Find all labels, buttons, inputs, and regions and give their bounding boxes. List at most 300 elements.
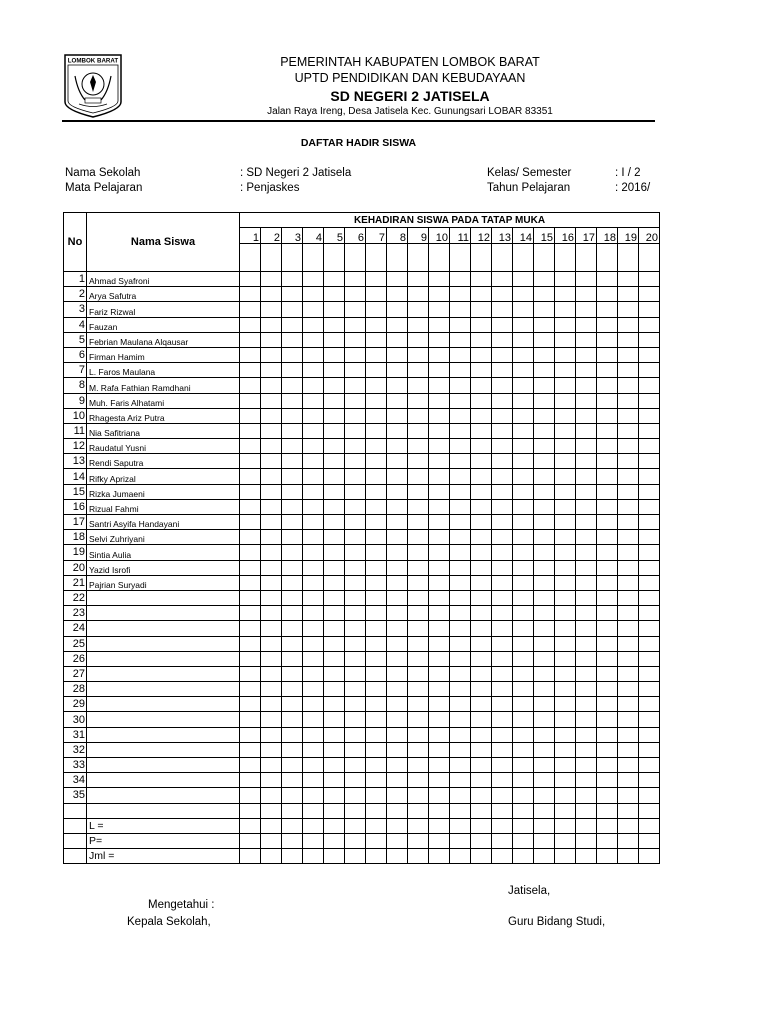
attendance-cell: [639, 560, 660, 575]
attendance-cell: [639, 575, 660, 590]
attendance-cell: [534, 682, 555, 697]
student-name: [87, 636, 240, 651]
attendance-cell: [387, 682, 408, 697]
attendance-cell: [303, 849, 324, 864]
attendance-cell: [513, 712, 534, 727]
attendance-cell: [555, 575, 576, 590]
attendance-cell: [450, 317, 471, 332]
attendance-cell: [303, 773, 324, 788]
attendance-cell: [576, 484, 597, 499]
attendance-cell: [261, 590, 282, 605]
attendance-cell: [240, 378, 261, 393]
attendance-cell: [492, 773, 513, 788]
attendance-cell: [303, 666, 324, 681]
subject-label: Mata Pelajaran: [65, 182, 143, 194]
attendance-cell: [240, 439, 261, 454]
attendance-cell: [345, 484, 366, 499]
attendance-cell: [282, 590, 303, 605]
attendance-cell: [240, 363, 261, 378]
attendance-cell: [639, 712, 660, 727]
row-number: 8: [64, 378, 87, 393]
attendance-cell: [387, 849, 408, 864]
attendance-cell: [576, 666, 597, 681]
attendance-cell: [429, 833, 450, 848]
table-row: [64, 833, 660, 848]
attendance-cell: [408, 423, 429, 438]
class-semester-value: : I / 2: [615, 167, 641, 179]
attendance-cell: [534, 515, 555, 530]
attendance-cell: [618, 758, 639, 773]
attendance-cell: [261, 469, 282, 484]
attendance-cell: [324, 833, 345, 848]
attendance-cell: [618, 575, 639, 590]
student-name: Nia Safitriana: [87, 423, 240, 438]
attendance-cell: [618, 484, 639, 499]
attendance-cell: [534, 363, 555, 378]
attendance-cell: [471, 773, 492, 788]
attendance-cell: [408, 560, 429, 575]
attendance-cell: [282, 849, 303, 864]
attendance-cell: [618, 545, 639, 560]
attendance-cell: [618, 272, 639, 287]
attendance-cell: [639, 818, 660, 833]
attendance-cell: [513, 545, 534, 560]
day-header: 14: [513, 228, 534, 244]
attendance-cell: [534, 833, 555, 848]
day-header-blank: [534, 244, 555, 272]
table-row: [64, 363, 660, 378]
attendance-cell: [471, 317, 492, 332]
row-number: 29: [64, 697, 87, 712]
attendance-cell: [240, 272, 261, 287]
attendance-cell: [555, 469, 576, 484]
attendance-cell: [492, 454, 513, 469]
attendance-cell: [450, 773, 471, 788]
student-name: [87, 606, 240, 621]
attendance-cell: [324, 484, 345, 499]
attendance-cell: [618, 697, 639, 712]
attendance-cell: [513, 317, 534, 332]
table-row: [64, 788, 660, 803]
row-number: 7: [64, 363, 87, 378]
attendance-cell: [366, 606, 387, 621]
attendance-cell: [576, 347, 597, 362]
day-header: 2: [261, 228, 282, 244]
attendance-cell: [345, 423, 366, 438]
attendance-cell: [597, 423, 618, 438]
attendance-cell: [345, 575, 366, 590]
day-header-blank: [450, 244, 471, 272]
table-row: [64, 317, 660, 332]
attendance-cell: [471, 575, 492, 590]
table-row: [64, 560, 660, 575]
attendance-cell: [261, 575, 282, 590]
attendance-cell: [408, 682, 429, 697]
attendance-cell: [513, 393, 534, 408]
attendance-cell: [261, 484, 282, 499]
attendance-cell: [597, 530, 618, 545]
row-number: 22: [64, 590, 87, 605]
attendance-cell: [450, 788, 471, 803]
day-header: 7: [366, 228, 387, 244]
attendance-cell: [492, 788, 513, 803]
school-value: : SD Negeri 2 Jatisela: [240, 167, 352, 179]
attendance-cell: [324, 545, 345, 560]
day-header-blank: [303, 244, 324, 272]
attendance-cell: [282, 742, 303, 757]
attendance-cell: [324, 742, 345, 757]
attendance-cell: [513, 606, 534, 621]
attendance-cell: [387, 621, 408, 636]
row-number: 24: [64, 621, 87, 636]
attendance-cell: [639, 439, 660, 454]
attendance-cell: [534, 727, 555, 742]
attendance-cell: [282, 332, 303, 347]
attendance-cell: [534, 530, 555, 545]
attendance-cell: [471, 727, 492, 742]
table-row: [64, 454, 660, 469]
attendance-cell: [450, 758, 471, 773]
attendance-cell: [555, 590, 576, 605]
attendance-cell: [303, 332, 324, 347]
attendance-cell: [366, 651, 387, 666]
attendance-cell: [387, 423, 408, 438]
attendance-cell: [345, 621, 366, 636]
attendance-cell: [387, 287, 408, 302]
principal-label: Kepala Sekolah,: [127, 916, 211, 928]
attendance-cell: [324, 469, 345, 484]
attendance-cell: [303, 393, 324, 408]
attendance-cell: [345, 849, 366, 864]
attendance-cell: [261, 439, 282, 454]
attendance-cell: [534, 302, 555, 317]
attendance-cell: [639, 408, 660, 423]
attendance-cell: [240, 833, 261, 848]
attendance-cell: [282, 317, 303, 332]
attendance-cell: [618, 712, 639, 727]
school-year-value: : 2016/: [615, 182, 651, 194]
attendance-cell: [429, 347, 450, 362]
attendance-cell: [303, 651, 324, 666]
attendance-cell: [324, 727, 345, 742]
attendance-cell: [576, 530, 597, 545]
attendance-cell: [513, 636, 534, 651]
attendance-cell: [639, 347, 660, 362]
attendance-cell: [471, 818, 492, 833]
attendance-cell: [387, 469, 408, 484]
row-number: [64, 849, 87, 864]
attendance-cell: [450, 682, 471, 697]
attendance-cell: [261, 272, 282, 287]
attendance-cell: [513, 833, 534, 848]
attendance-cell: [345, 773, 366, 788]
attendance-cell: [534, 575, 555, 590]
attendance-cell: [597, 287, 618, 302]
attendance-cell: [597, 272, 618, 287]
attendance-cell: [492, 469, 513, 484]
attendance-cell: [324, 773, 345, 788]
student-name: Ahmad Syafroni: [87, 272, 240, 287]
day-header: 20: [639, 228, 660, 244]
logo-text: LOMBOK BARAT: [67, 57, 119, 65]
attendance-cell: [597, 454, 618, 469]
attendance-cell: [345, 439, 366, 454]
row-number: 27: [64, 666, 87, 681]
attendance-cell: [555, 408, 576, 423]
col-header-name: Nama Siswa: [87, 213, 240, 272]
attendance-cell: [408, 651, 429, 666]
attendance-cell: [282, 682, 303, 697]
attendance-cell: [429, 439, 450, 454]
attendance-cell: [555, 849, 576, 864]
attendance-cell: [429, 742, 450, 757]
attendance-cell: [387, 332, 408, 347]
row-number: 21: [64, 575, 87, 590]
attendance-cell: [282, 712, 303, 727]
day-header-blank: [513, 244, 534, 272]
attendance-cell: [576, 560, 597, 575]
attendance-cell: [450, 530, 471, 545]
attendance-cell: [492, 666, 513, 681]
attendance-cell: [261, 788, 282, 803]
attendance-cell: [261, 697, 282, 712]
table-row: [64, 499, 660, 514]
attendance-cell: [576, 727, 597, 742]
attendance-cell: [450, 515, 471, 530]
attendance-cell: [597, 651, 618, 666]
attendance-cell: [261, 378, 282, 393]
attendance-cell: [282, 515, 303, 530]
attendance-cell: [639, 272, 660, 287]
attendance-cell: [303, 621, 324, 636]
row-number: 11: [64, 423, 87, 438]
attendance-cell: [240, 606, 261, 621]
attendance-cell: [492, 758, 513, 773]
attendance-cell: [324, 499, 345, 514]
attendance-cell: [261, 636, 282, 651]
attendance-cell: [555, 545, 576, 560]
attendance-cell: [471, 423, 492, 438]
attendance-cell: [429, 499, 450, 514]
attendance-cell: [366, 499, 387, 514]
student-name: Fariz Rizwal: [87, 302, 240, 317]
attendance-cell: [345, 636, 366, 651]
attendance-cell: [303, 423, 324, 438]
table-row: [64, 666, 660, 681]
attendance-cell: [555, 788, 576, 803]
school-year-label: Tahun Pelajaran: [487, 182, 571, 194]
attendance-cell: [513, 697, 534, 712]
attendance-cell: [261, 515, 282, 530]
attendance-cell: [282, 393, 303, 408]
attendance-cell: [261, 530, 282, 545]
attendance-cell: [366, 363, 387, 378]
attendance-cell: [429, 363, 450, 378]
attendance-cell: [513, 530, 534, 545]
attendance-cell: [240, 682, 261, 697]
attendance-cell: [534, 697, 555, 712]
attendance-cell: [282, 575, 303, 590]
attendance-cell: [303, 454, 324, 469]
attendance-cell: [597, 560, 618, 575]
attendance-cell: [618, 606, 639, 621]
attendance-cell: [618, 818, 639, 833]
row-number: 12: [64, 439, 87, 454]
attendance-cell: [450, 621, 471, 636]
attendance-cell: [324, 530, 345, 545]
attendance-cell: [492, 530, 513, 545]
attendance-cell: [387, 575, 408, 590]
attendance-cell: [576, 636, 597, 651]
student-name: Firman Hamim: [87, 347, 240, 362]
table-row: [64, 590, 660, 605]
attendance-cell: [639, 378, 660, 393]
attendance-cell: [513, 788, 534, 803]
attendance-cell: [240, 545, 261, 560]
attendance-cell: [555, 454, 576, 469]
attendance-cell: [450, 697, 471, 712]
attendance-cell: [534, 758, 555, 773]
student-name: [87, 697, 240, 712]
attendance-cell: [513, 287, 534, 302]
attendance-cell: [429, 484, 450, 499]
attendance-cell: [324, 575, 345, 590]
attendance-cell: [366, 454, 387, 469]
attendance-cell: [345, 469, 366, 484]
student-name: Rizual Fahmi: [87, 499, 240, 514]
attendance-cell: [303, 347, 324, 362]
attendance-cell: [555, 378, 576, 393]
attendance-cell: [471, 712, 492, 727]
attendance-cell: [282, 621, 303, 636]
attendance-cell: [324, 651, 345, 666]
attendance-cell: [387, 590, 408, 605]
attendance-cell: [429, 317, 450, 332]
attendance-cell: [387, 788, 408, 803]
attendance-cell: [576, 575, 597, 590]
attendance-cell: [387, 818, 408, 833]
attendance-cell: [450, 408, 471, 423]
attendance-cell: [324, 666, 345, 681]
attendance-cell: [345, 727, 366, 742]
attendance-cell: [492, 317, 513, 332]
attendance-cell: [282, 697, 303, 712]
attendance-cell: [597, 499, 618, 514]
attendance-cell: [429, 621, 450, 636]
student-name: [87, 773, 240, 788]
attendance-cell: [345, 347, 366, 362]
attendance-cell: [387, 454, 408, 469]
attendance-cell: [618, 378, 639, 393]
attendance-cell: [429, 408, 450, 423]
header-divider: [62, 120, 655, 122]
attendance-cell: [282, 408, 303, 423]
attendance-cell: [261, 606, 282, 621]
attendance-cell: [513, 818, 534, 833]
attendance-cell: [303, 530, 324, 545]
student-name: Sintia Aulia: [87, 545, 240, 560]
attendance-cell: [576, 833, 597, 848]
attendance-cell: [534, 803, 555, 818]
attendance-cell: [429, 697, 450, 712]
attendance-cell: [534, 818, 555, 833]
attendance-cell: [366, 317, 387, 332]
day-header: 19: [618, 228, 639, 244]
attendance-cell: [492, 712, 513, 727]
attendance-cell: [324, 393, 345, 408]
attendance-cell: [555, 393, 576, 408]
attendance-cell: [387, 742, 408, 757]
attendance-cell: [492, 560, 513, 575]
attendance-cell: [324, 803, 345, 818]
attendance-cell: [513, 742, 534, 757]
attendance-cell: [261, 742, 282, 757]
attendance-cell: [408, 484, 429, 499]
attendance-cell: [471, 499, 492, 514]
attendance-cell: [618, 833, 639, 848]
attendance-cell: [408, 515, 429, 530]
attendance-cell: [303, 742, 324, 757]
attendance-cell: [513, 803, 534, 818]
attendance-cell: [597, 742, 618, 757]
attendance-cell: [450, 606, 471, 621]
attendance-cell: [240, 773, 261, 788]
attendance-cell: [387, 636, 408, 651]
student-name: [87, 590, 240, 605]
attendance-cell: [450, 454, 471, 469]
attendance-cell: [408, 666, 429, 681]
attendance-cell: [303, 469, 324, 484]
attendance-cell: [576, 758, 597, 773]
table-row: [64, 606, 660, 621]
attendance-cell: [366, 545, 387, 560]
attendance-cell: [555, 621, 576, 636]
attendance-cell: [471, 454, 492, 469]
attendance-cell: [471, 545, 492, 560]
attendance-cell: [513, 758, 534, 773]
attendance-cell: [513, 651, 534, 666]
student-name: Rifky Aprizal: [87, 469, 240, 484]
attendance-cell: [240, 758, 261, 773]
attendance-cell: [324, 454, 345, 469]
attendance-cell: [450, 742, 471, 757]
student-name: [87, 712, 240, 727]
attendance-cell: [387, 408, 408, 423]
attendance-cell: [639, 803, 660, 818]
attendance-cell: [597, 788, 618, 803]
student-name: M. Rafa Fathian Ramdhani: [87, 378, 240, 393]
attendance-cell: [345, 287, 366, 302]
attendance-cell: [513, 332, 534, 347]
attendance-cell: [639, 773, 660, 788]
attendance-cell: [639, 287, 660, 302]
attendance-cell: [597, 758, 618, 773]
attendance-cell: [597, 636, 618, 651]
attendance-cell: [492, 378, 513, 393]
attendance-cell: [387, 803, 408, 818]
attendance-cell: [513, 666, 534, 681]
attendance-cell: [429, 758, 450, 773]
attendance-cell: [366, 575, 387, 590]
attendance-cell: [534, 773, 555, 788]
attendance-cell: [387, 347, 408, 362]
attendance-cell: [639, 302, 660, 317]
attendance-cell: [261, 287, 282, 302]
government-header: PEMERINTAH KABUPATEN LOMBOK BARAT: [280, 55, 540, 69]
attendance-cell: [639, 515, 660, 530]
attendance-cell: [618, 332, 639, 347]
attendance-cell: [576, 317, 597, 332]
